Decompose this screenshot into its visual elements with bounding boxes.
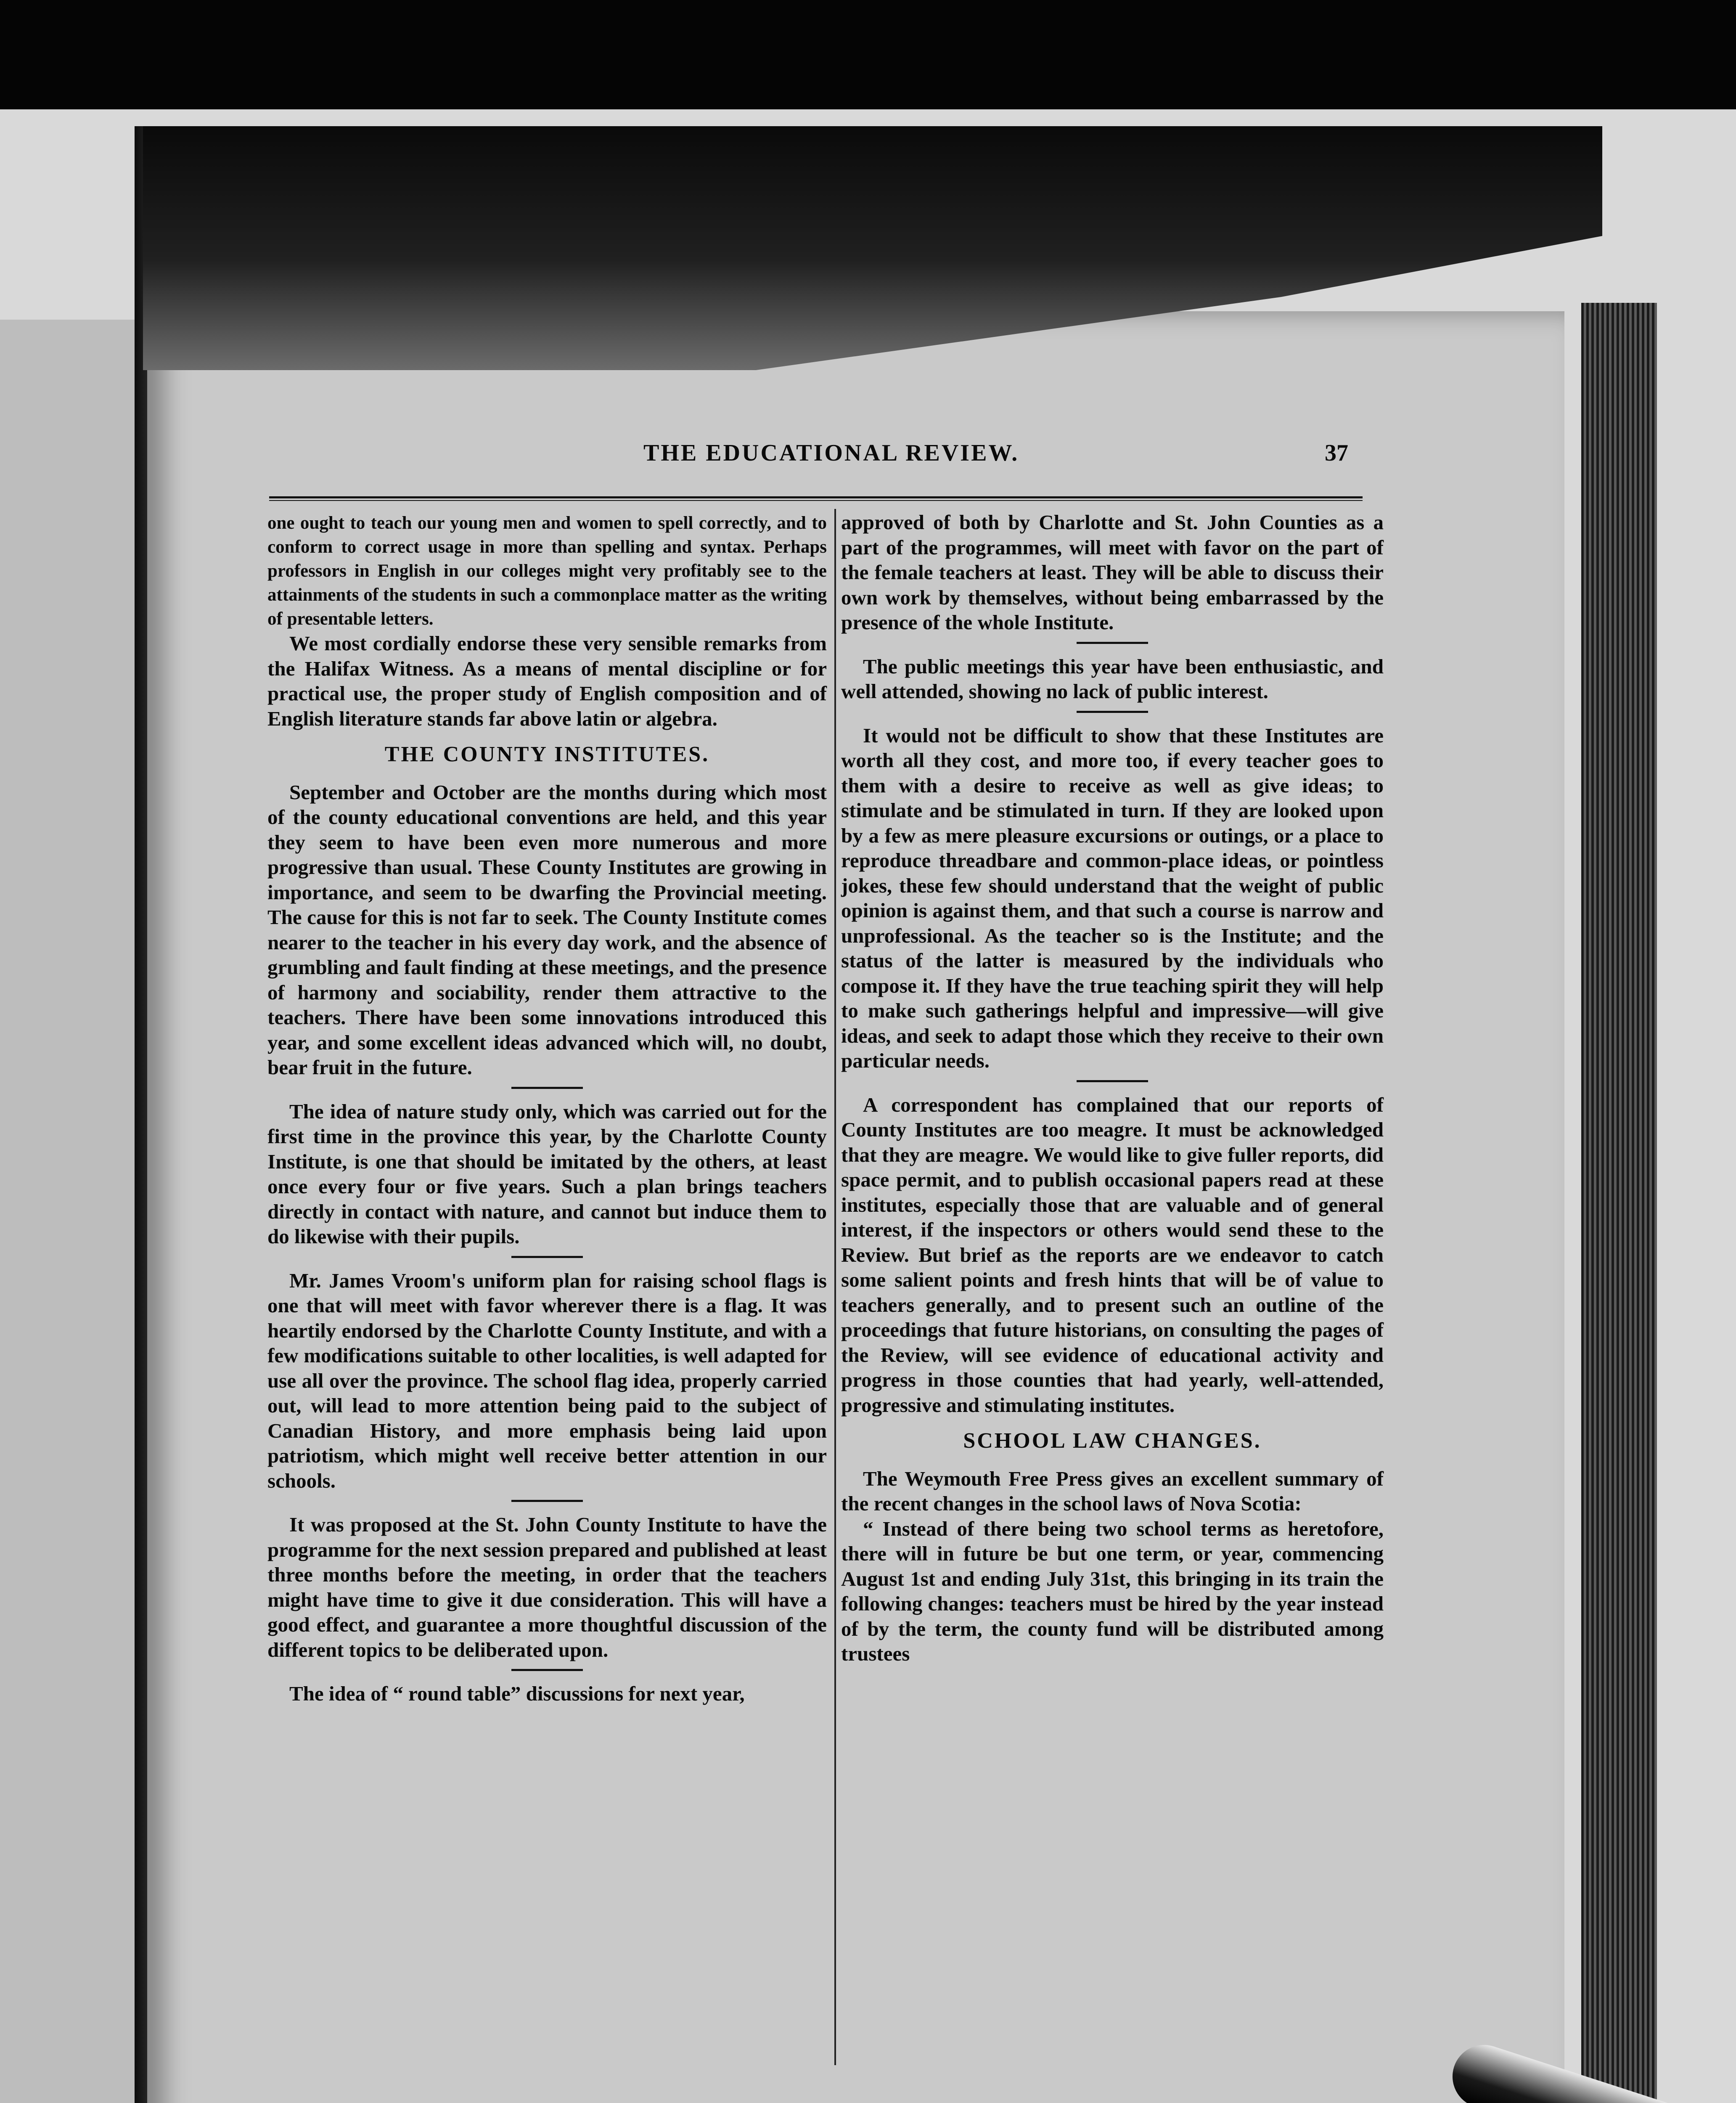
separator-rule [511,1669,583,1671]
right-column [841,510,1384,1666]
separator-rule [1077,642,1148,644]
paragraph: approved of both by Charlotte and St. John Counties as a part of the programmes, will meet with favor on the part of the female teachers at least. They will be able to discuss their own work by themselves, without being embarrassed by the presence of the whole Institute. [841,511,1384,634]
header-rule [269,496,1363,501]
facing-page-fragment-marks [3,803,20,980]
left-column [267,511,827,1706]
paragraph: A correspondent has complained that our reports of County Institutes are too meagre. It must be acknowledged that they are meagre. We would like to give fuller reports, did space permit, and to publish occasional papers read at these institutes, especially those that are valuable and of general interest, if the inspectors or others would send these to the Review. But brief as the reports are we endeavor to catch some salient points and fresh hints that will be of value to teachers generally, and to present such an outline of the proceedings that future historians, on consulting the pages of the Review, will see evidence of educational activity and progress in those counties that had yearly, well-attended, progressive and stimulating institutes. [841,1093,1384,1417]
paragraph: The public meetings this year have been enthusiastic, and well attended, showing no lack of public interest. [841,654,1384,703]
paragraph: It was proposed at the St. John County Institute to have the programme for the next session prepared and published at least three months before the meeting, in order that the teachers might have time to give it due consideration. This will have a good effect, and guarantee a more thoughtful discussion of the different topics to be deliberated upon. [267,1513,827,1661]
column-divider [834,509,836,2065]
paragraph: The idea of “ round table” discussions for next year, [289,1682,745,1705]
paragraph: The Weymouth Free Press gives an excellent summary of the recent changes in the school laws of Nova Scotia: [841,1467,1384,1515]
paragraph: We most cordially endorse these very sensible remarks from the Halifax Witness. As a means of mental discipline or for practical use, the proper study of English composition and of English literature stands far above latin or algebra. [267,632,827,730]
paragraph: “ Instead of there being two school terms as heretofore, there will in future be but one term, or year, commencing August 1st and ending July 31st, this bringing in its train the following changes: teachers must be hired by the year instead of by the term, the county fund will be distributed among trustees [841,1517,1384,1665]
facing-page-edge [0,320,146,2103]
paragraph: one ought to teach our young men and women to spell correctly, and to conform to correct usage in more than spelling and syntax. Perhaps professors in English in our colleges might very profitably see to the attainments of the students in such a commonplace matter as the writing of presentable letters. [267,513,827,629]
paragraph: It would not be difficult to show that these Institutes are worth all they cost, and more too, if every teacher goes to them with a desire to receive as well as give ideas; to stimulate and be stimulated in turn. If they are looked upon by a few as mere pleasure excursions or outings, or a place to reproduce threadbare and common-place ideas, or pointless jokes, these few should understand that the weight of public opinion is against them, and that such a course is narrow and unprofessional. As the teacher so is the Institute; and the status of the latter is measured by the individuals who compose it. If they have the true teaching spirit they will help to make such gatherings helpful and impressive—will give ideas, and seek to adapt those which they receive to their own particular needs. [841,723,1384,1072]
journal-title: THE EDUCATIONAL REVIEW. [643,440,1019,466]
paragraph: September and October are the months during which most of the county educational conventions are held, and this year they seem to have been even more numerous and more progressive than usual. These County Institutes are growing in importance, and seem to be dwarfing the Provincial meeting. The cause for this is not far to seek. The County Institute comes nearer to the teacher in his every day work, and the absence of grumbling and fault finding at these meetings, and the presence of harmony and sociability, render them attractive to the teachers. There have been some innovations introduced this year, and some excellent ideas advanced which will, no doubt, bear fruit in the future. [267,780,827,1079]
paragraph: Mr. James Vroom's uniform plan for raising school flags is one that will meet with favor wherever there is a flag. It was heartily endorsed by the Charlotte County Institute, and with a few modifications suitable to other localities, is well adapted for use all over the province. The school flag idea, properly carried out, will lead to more attention being paid to the subject of Canadian History, and more emphasis being laid upon patriotism, which might well receive better attention in our schools. [267,1269,827,1492]
separator-rule [511,1087,583,1089]
separator-rule [511,1256,583,1258]
separator-rule [511,1500,583,1502]
section-heading-school-law: SCHOOL LAW CHANGES. [963,1429,1262,1453]
separator-rule [1077,711,1148,713]
section-heading-county-institutes: THE COUNTY INSTITUTES. [384,742,710,766]
separator-rule [1077,1080,1148,1082]
paragraph: The idea of nature study only, which was carried out for the first time in the province this year, by the Charlotte County Institute, is one that should be imitated by the others, at least once every four or five years. Such a plan brings teachers directly in contact with nature, and cannot but induce them to do likewise with their pupils. [267,1099,827,1248]
page-number: 37 [1325,440,1348,466]
page-stack-edge [1581,303,1657,2103]
